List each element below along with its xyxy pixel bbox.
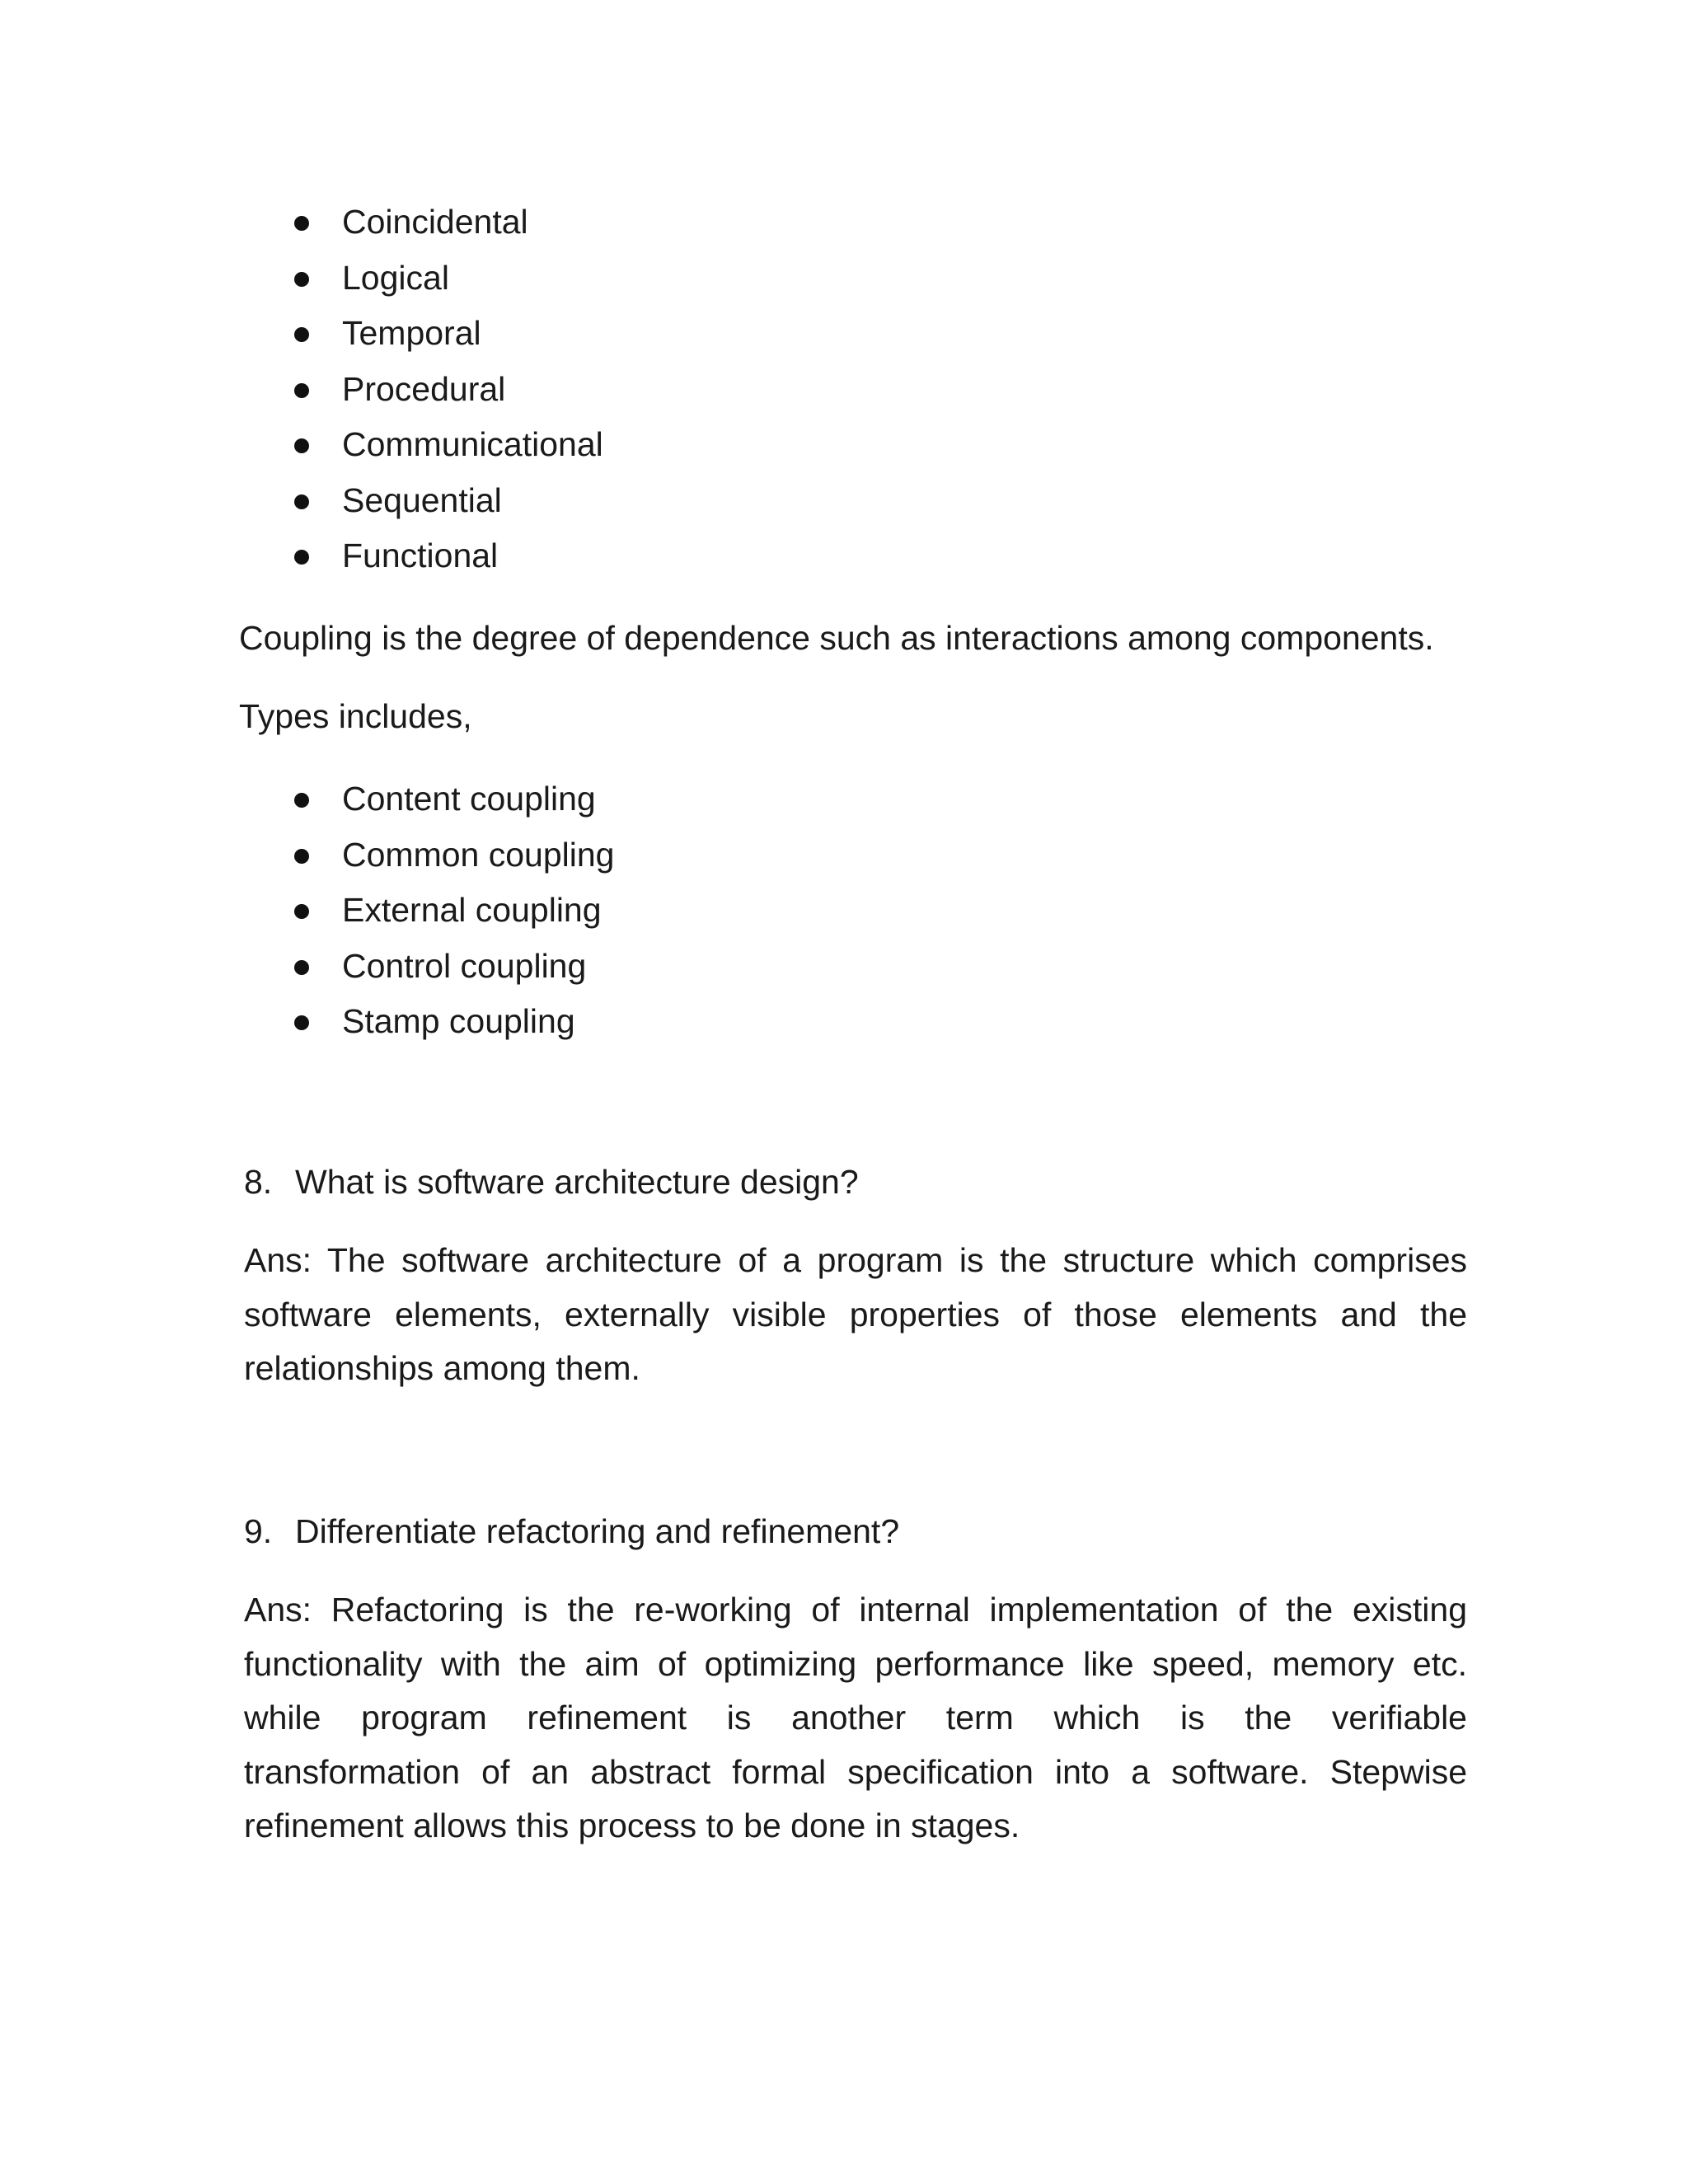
list-item-text: Common coupling [342,835,615,874]
answer-line: while program refinement is another term which is the verifiable [244,1699,1467,1736]
question-number: 8. [244,1163,273,1201]
answer-line: refinement allows this process to be done in stages. [244,1807,1020,1844]
list-item-text: Stamp coupling [342,1002,575,1040]
answer-line: software elements, externally visible properties of those elements and the [244,1295,1467,1333]
list-item-text: Logical [342,258,449,297]
bullet-icon [294,849,309,864]
bullet-icon [294,494,309,509]
question-text: Differentiate refactoring and refinement? [295,1512,900,1550]
list-item-text: Content coupling [342,780,596,818]
answer-line: relationships among them. [244,1349,640,1387]
bullet-icon [294,1015,309,1030]
list-item-text: Procedural [342,369,506,408]
list-item-text: Functional [342,537,499,574]
bullet-icon [294,327,309,342]
answer-8 [244,1234,1467,1396]
question-text: What is software architecture design? [295,1163,859,1201]
answer-9 [244,1583,1467,1854]
question-8 [244,1159,859,1205]
list-item-text: Communicational [342,425,603,463]
answer-line: Ans: The software architecture of a program is the structure which comprises [244,1241,1467,1279]
answer-line: Ans: Refactoring is the re-working of internal implementation of the existing [244,1591,1467,1629]
answer-line: functionality with the aim of optimizing performance like speed, memory etc. [244,1644,1467,1683]
list-item-text: External coupling [342,891,602,929]
bullet-icon [294,904,309,919]
bullet-icon [294,216,309,231]
bullet-icon [294,383,309,398]
question-number: 9. [244,1512,273,1550]
bullet-icon [294,438,309,453]
list-item-text: Sequential [342,480,502,519]
list-item-text: Control coupling [342,946,587,985]
bullet-icon [294,960,309,975]
question-9 [244,1508,899,1554]
coupling-definition: Coupling is the degree of dependence such as interactions among components. [239,619,1434,657]
answer-line: transformation of an abstract formal specification into a software. Stepwise [244,1752,1467,1791]
list-item-text: Coincidental [342,203,528,241]
bullet-icon [294,272,309,287]
types-includes-label: Types includes, [239,697,472,735]
bullet-icon [294,793,309,808]
list-item-text: Temporal [342,314,481,352]
bullet-icon [294,550,309,565]
